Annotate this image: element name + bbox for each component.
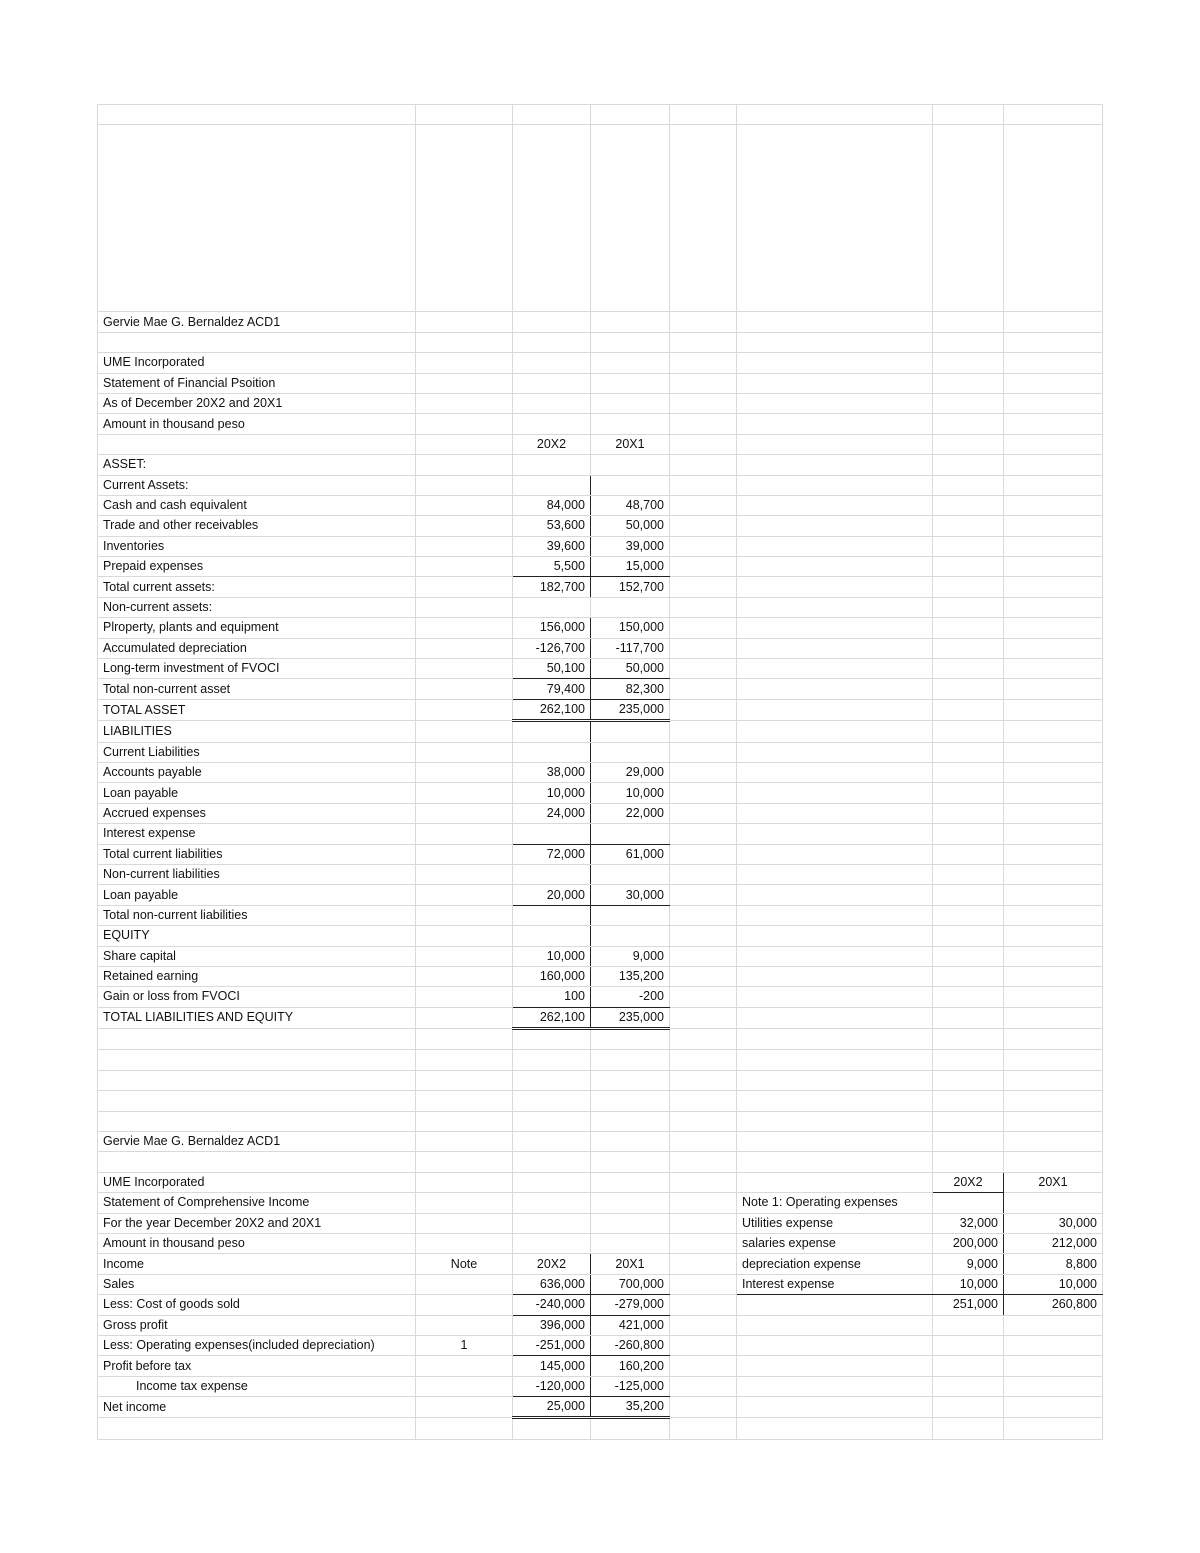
sfp-value-20x1[interactable] xyxy=(591,455,670,475)
note1-col-header-20x2[interactable]: 20X2 xyxy=(933,1172,1004,1192)
sfp-row-label[interactable]: Total current assets: xyxy=(98,577,416,597)
sfp-value-20x2[interactable]: 20,000 xyxy=(513,885,591,905)
sci-note-ref[interactable] xyxy=(416,1315,513,1335)
sci-value-20x2[interactable]: -240,000 xyxy=(513,1295,591,1315)
sfp-row-label[interactable]: Long-term investment of FVOCI xyxy=(98,659,416,679)
sfp-value-20x2[interactable]: 5,500 xyxy=(513,557,591,577)
sfp-row-label[interactable]: Non-current assets: xyxy=(98,597,416,617)
sci-unit[interactable]: Amount in thousand peso xyxy=(98,1233,416,1253)
sfp-row-label[interactable]: Loan payable xyxy=(98,783,416,803)
sci-value-20x2[interactable]: -251,000 xyxy=(513,1335,591,1355)
sfp-row-label[interactable]: Share capital xyxy=(98,946,416,966)
sfp-value-20x1[interactable] xyxy=(591,926,670,946)
sfp-value-20x2[interactable]: 39,600 xyxy=(513,536,591,556)
sfp-value-20x1[interactable] xyxy=(591,824,670,844)
sci-value-20x2[interactable]: 25,000 xyxy=(513,1397,591,1418)
sci-row-label[interactable]: Sales xyxy=(98,1274,416,1294)
sfp-value-20x1[interactable] xyxy=(591,905,670,925)
sfp-value-20x1[interactable]: -117,700 xyxy=(591,638,670,658)
note1-total-20x2[interactable]: 251,000 xyxy=(933,1295,1004,1315)
sfp-value-20x1[interactable] xyxy=(591,597,670,617)
sci-header-label[interactable]: Income xyxy=(98,1254,416,1274)
sfp-value-20x1[interactable]: 50,000 xyxy=(591,516,670,536)
sfp-row-label[interactable]: Accrued expenses xyxy=(98,803,416,823)
sci-value-20x1[interactable]: -279,000 xyxy=(591,1295,670,1315)
sci-note-ref[interactable] xyxy=(416,1356,513,1376)
note1-row-label[interactable]: salaries expense xyxy=(737,1233,933,1253)
sci-value-20x1[interactable]: 700,000 xyxy=(591,1274,670,1294)
sci-value-20x1[interactable]: 421,000 xyxy=(591,1315,670,1335)
sfp-value-20x2[interactable]: 262,100 xyxy=(513,699,591,720)
sfp-value-20x2[interactable]: 100 xyxy=(513,987,591,1007)
sci-value-20x2[interactable]: -120,000 xyxy=(513,1376,591,1396)
sfp-value-20x2[interactable]: 53,600 xyxy=(513,516,591,536)
sci-value-20x1[interactable]: -260,800 xyxy=(591,1335,670,1355)
sfp-author[interactable]: Gervie Mae G. Bernaldez ACD1 xyxy=(98,312,416,332)
sfp-value-20x1[interactable]: 235,000 xyxy=(591,699,670,720)
sci-author[interactable]: Gervie Mae G. Bernaldez ACD1 xyxy=(98,1132,416,1152)
note1-value-20x2[interactable]: 9,000 xyxy=(933,1254,1004,1274)
sci-col-header-20x2[interactable]: 20X2 xyxy=(513,1254,591,1274)
sfp-value-20x2[interactable]: 50,100 xyxy=(513,659,591,679)
note1-row-label[interactable]: Utilities expense xyxy=(737,1213,933,1233)
sci-value-20x2[interactable]: 636,000 xyxy=(513,1274,591,1294)
sfp-value-20x1[interactable]: 82,300 xyxy=(591,679,670,699)
sfp-value-20x2[interactable] xyxy=(513,905,591,925)
sfp-row-label[interactable]: Accumulated depreciation xyxy=(98,638,416,658)
sfp-title[interactable]: Statement of Financial Psoition xyxy=(98,373,416,393)
note1-row-label[interactable]: depreciation expense xyxy=(737,1254,933,1274)
note1-total-20x1[interactable]: 260,800 xyxy=(1004,1295,1103,1315)
sfp-value-20x1[interactable]: 29,000 xyxy=(591,762,670,782)
sci-value-20x1[interactable]: -125,000 xyxy=(591,1376,670,1396)
sfp-value-20x2[interactable]: 24,000 xyxy=(513,803,591,823)
sci-value-20x1[interactable]: 35,200 xyxy=(591,1397,670,1418)
sfp-row-label[interactable]: Loan payable xyxy=(98,885,416,905)
sci-title[interactable]: Statement of Comprehensive Income xyxy=(98,1193,416,1213)
sfp-value-20x1[interactable]: 150,000 xyxy=(591,618,670,638)
sci-value-20x2[interactable]: 145,000 xyxy=(513,1356,591,1376)
sfp-row-label[interactable]: EQUITY xyxy=(98,926,416,946)
sfp-row-label[interactable]: Interest expense xyxy=(98,824,416,844)
sfp-row-label[interactable]: Gain or loss from FVOCI xyxy=(98,987,416,1007)
sfp-col-header-20x2[interactable]: 20X2 xyxy=(513,434,591,454)
sfp-value-20x2[interactable] xyxy=(513,864,591,884)
sfp-value-20x1[interactable]: 9,000 xyxy=(591,946,670,966)
note1-value-20x1[interactable]: 212,000 xyxy=(1004,1233,1103,1253)
sci-row-label[interactable]: Profit before tax xyxy=(98,1356,416,1376)
sfp-row-label[interactable]: Total current liabilities xyxy=(98,844,416,864)
sfp-value-20x1[interactable]: 30,000 xyxy=(591,885,670,905)
sfp-row-label[interactable]: Accounts payable xyxy=(98,762,416,782)
sfp-value-20x1[interactable] xyxy=(591,742,670,762)
sfp-value-20x1[interactable]: 15,000 xyxy=(591,557,670,577)
sfp-row-label[interactable]: Current Assets: xyxy=(98,475,416,495)
sfp-value-20x1[interactable]: 235,000 xyxy=(591,1007,670,1028)
sfp-value-20x2[interactable] xyxy=(513,475,591,495)
sfp-row-label[interactable]: Current Liabilities xyxy=(98,742,416,762)
sfp-value-20x1[interactable]: 50,000 xyxy=(591,659,670,679)
sci-note-ref[interactable] xyxy=(416,1376,513,1396)
sfp-value-20x2[interactable]: 160,000 xyxy=(513,966,591,986)
note1-value-20x2[interactable]: 32,000 xyxy=(933,1213,1004,1233)
note1-value-20x1[interactable]: 10,000 xyxy=(1004,1274,1103,1294)
sci-value-20x1[interactable]: 160,200 xyxy=(591,1356,670,1376)
sfp-value-20x2[interactable]: 262,100 xyxy=(513,1007,591,1028)
sci-row-label[interactable]: Less: Operating expenses(included depreciation) xyxy=(98,1335,416,1355)
note1-value-20x2[interactable]: 200,000 xyxy=(933,1233,1004,1253)
sfp-value-20x2[interactable] xyxy=(513,455,591,475)
sci-company[interactable]: UME Incorporated xyxy=(98,1172,416,1192)
sfp-row-label[interactable]: Non-current liabilities xyxy=(98,864,416,884)
note1-title[interactable]: Note 1: Operating expenses xyxy=(737,1193,933,1213)
note1-col-header-20x1[interactable]: 20X1 xyxy=(1004,1172,1103,1192)
sfp-value-20x2[interactable] xyxy=(513,824,591,844)
note1-value-20x1[interactable]: 8,800 xyxy=(1004,1254,1103,1274)
sfp-row-label[interactable]: Prepaid expenses xyxy=(98,557,416,577)
sfp-value-20x1[interactable]: 135,200 xyxy=(591,966,670,986)
sfp-value-20x2[interactable] xyxy=(513,721,591,742)
sfp-value-20x1[interactable]: 10,000 xyxy=(591,783,670,803)
sfp-value-20x2[interactable] xyxy=(513,926,591,946)
sfp-value-20x2[interactable]: 10,000 xyxy=(513,946,591,966)
sci-note-ref[interactable] xyxy=(416,1397,513,1418)
sfp-unit[interactable]: Amount in thousand peso xyxy=(98,414,416,434)
sfp-value-20x1[interactable]: 152,700 xyxy=(591,577,670,597)
sfp-row-label[interactable]: TOTAL LIABILITIES AND EQUITY xyxy=(98,1007,416,1028)
sfp-value-20x1[interactable]: 61,000 xyxy=(591,844,670,864)
sfp-value-20x1[interactable]: 22,000 xyxy=(591,803,670,823)
sfp-value-20x2[interactable] xyxy=(513,597,591,617)
sfp-row-label[interactable]: ASSET: xyxy=(98,455,416,475)
sci-note-ref[interactable] xyxy=(416,1295,513,1315)
sfp-row-label[interactable]: Inventories xyxy=(98,536,416,556)
sci-row-label[interactable]: Less: Cost of goods sold xyxy=(98,1295,416,1315)
sfp-row-label[interactable]: Total non-current liabilities xyxy=(98,905,416,925)
sci-value-20x2[interactable]: 396,000 xyxy=(513,1315,591,1335)
sfp-value-20x1[interactable]: -200 xyxy=(591,987,670,1007)
sfp-row-label[interactable]: LIABILITIES xyxy=(98,721,416,742)
sci-row-label[interactable]: Net income xyxy=(98,1397,416,1418)
sfp-value-20x1[interactable]: 48,700 xyxy=(591,495,670,515)
sfp-value-20x2[interactable]: 79,400 xyxy=(513,679,591,699)
sfp-value-20x1[interactable] xyxy=(591,721,670,742)
sci-period[interactable]: For the year December 20X2 and 20X1 xyxy=(98,1213,416,1233)
sfp-row-label[interactable]: Cash and cash equivalent xyxy=(98,495,416,515)
sfp-row-label[interactable]: Plroperty, plants and equipment xyxy=(98,618,416,638)
sfp-row-label[interactable]: Total non-current asset xyxy=(98,679,416,699)
note1-value-20x1[interactable]: 30,000 xyxy=(1004,1213,1103,1233)
sfp-value-20x2[interactable]: 84,000 xyxy=(513,495,591,515)
sfp-col-header-20x1[interactable]: 20X1 xyxy=(591,434,670,454)
sfp-value-20x2[interactable]: 156,000 xyxy=(513,618,591,638)
sfp-value-20x2[interactable]: 182,700 xyxy=(513,577,591,597)
note1-value-20x2[interactable]: 10,000 xyxy=(933,1274,1004,1294)
sfp-value-20x2[interactable]: 38,000 xyxy=(513,762,591,782)
sci-note-header[interactable]: Note xyxy=(416,1254,513,1274)
sfp-company[interactable]: UME Incorporated xyxy=(98,353,416,373)
sfp-row-label[interactable]: Retained earning xyxy=(98,966,416,986)
note1-row-label[interactable]: Interest expense xyxy=(737,1274,933,1294)
sfp-value-20x1[interactable] xyxy=(591,475,670,495)
sfp-row-label[interactable]: Trade and other receivables xyxy=(98,516,416,536)
sci-row-label[interactable]: Gross profit xyxy=(98,1315,416,1335)
spreadsheet-grid xyxy=(97,104,1103,1440)
sci-note-ref[interactable]: 1 xyxy=(416,1335,513,1355)
sci-row-label[interactable]: Income tax expense xyxy=(98,1376,416,1396)
sfp-value-20x2[interactable]: -126,700 xyxy=(513,638,591,658)
sfp-period[interactable]: As of December 20X2 and 20X1 xyxy=(98,393,416,413)
sci-col-header-20x1[interactable]: 20X1 xyxy=(591,1254,670,1274)
sfp-value-20x1[interactable]: 39,000 xyxy=(591,536,670,556)
sci-note-ref[interactable] xyxy=(416,1274,513,1294)
sfp-value-20x2[interactable]: 10,000 xyxy=(513,783,591,803)
sfp-row-label[interactable]: TOTAL ASSET xyxy=(98,699,416,720)
sfp-value-20x2[interactable]: 72,000 xyxy=(513,844,591,864)
sfp-value-20x1[interactable] xyxy=(591,864,670,884)
sfp-value-20x2[interactable] xyxy=(513,742,591,762)
